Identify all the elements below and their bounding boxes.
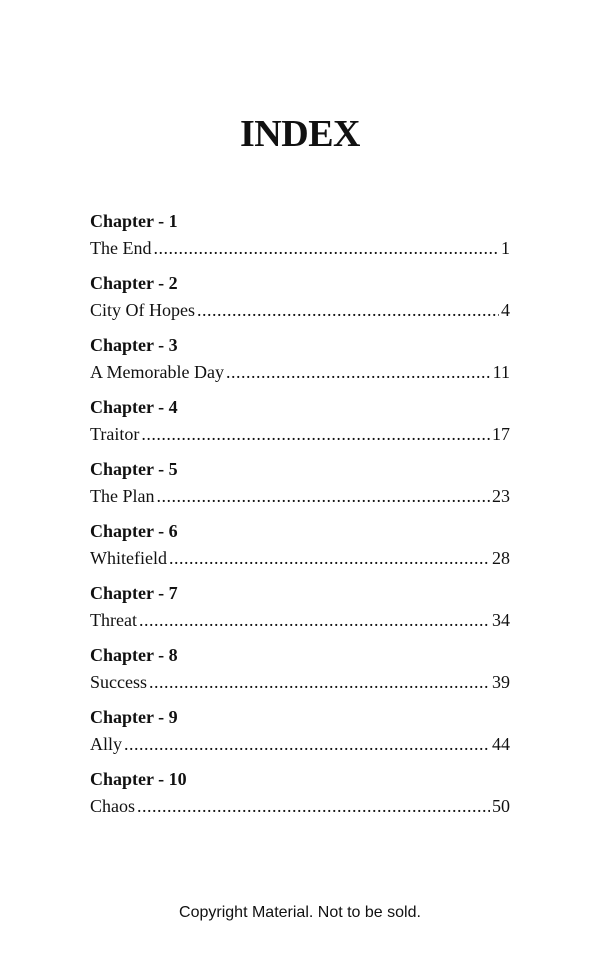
chapter-title: A Memorable Day <box>90 362 224 382</box>
toc-line <box>90 546 510 570</box>
dot-leader <box>197 298 499 322</box>
chapter-title: Threat <box>90 610 137 630</box>
toc-entry <box>90 272 510 334</box>
toc-entry <box>90 458 510 520</box>
toc-entry <box>90 396 510 458</box>
dot-leader <box>157 484 491 508</box>
dot-leader <box>141 422 490 446</box>
page-number: 4 <box>501 300 510 320</box>
page-number: 39 <box>492 672 510 692</box>
toc-line <box>90 236 510 260</box>
chapter-label: Chapter - 9 <box>90 707 178 727</box>
chapter-label: Chapter - 4 <box>90 397 178 417</box>
chapter-label: Chapter - 3 <box>90 335 178 355</box>
toc-line <box>90 298 510 322</box>
page-number: 23 <box>492 486 510 506</box>
chapter-title: Chaos <box>90 796 135 816</box>
dot-leader <box>139 608 490 632</box>
page-number: 44 <box>492 734 510 754</box>
page-number: 28 <box>492 548 510 568</box>
dot-leader <box>226 360 491 384</box>
chapter-label: Chapter - 2 <box>90 273 178 293</box>
dot-leader <box>169 546 490 570</box>
chapter-title: City Of Hopes <box>90 300 195 320</box>
chapter-label: Chapter - 10 <box>90 769 187 789</box>
chapter-label: Chapter - 5 <box>90 459 178 479</box>
dot-leader <box>124 732 490 756</box>
toc-entry <box>90 210 510 272</box>
page-number: 1 <box>501 238 510 258</box>
chapter-title: Whitefield <box>90 548 167 568</box>
chapter-title: The Plan <box>90 486 155 506</box>
toc-line <box>90 732 510 756</box>
toc-line <box>90 360 510 384</box>
chapter-title: Traitor <box>90 424 140 444</box>
chapter-label: Chapter - 6 <box>90 521 178 541</box>
page-number: 34 <box>492 610 510 630</box>
chapter-title: Success <box>90 672 147 692</box>
dot-leader <box>149 670 490 694</box>
page-number: 17 <box>492 424 510 444</box>
page-number: 11 <box>492 362 510 382</box>
copyright-notice: Copyright Material. Not to be sold. <box>179 904 421 921</box>
chapter-label: Chapter - 1 <box>90 211 178 231</box>
toc-entry <box>90 334 510 396</box>
page-number: 50 <box>492 796 510 816</box>
page-title: INDEX <box>240 113 360 155</box>
dot-leader <box>137 794 490 818</box>
chapter-title: The End <box>90 238 152 258</box>
toc-line <box>90 670 510 694</box>
toc-entry <box>90 768 510 830</box>
dot-leader <box>153 236 499 260</box>
toc-entry <box>90 582 510 644</box>
toc-entry <box>90 644 510 706</box>
chapter-label: Chapter - 8 <box>90 645 178 665</box>
toc-line <box>90 484 510 508</box>
toc-entry <box>90 520 510 582</box>
toc-line <box>90 608 510 632</box>
chapter-label: Chapter - 7 <box>90 583 178 603</box>
toc-line <box>90 422 510 446</box>
toc-entry <box>90 706 510 768</box>
table-of-contents <box>90 210 510 830</box>
chapter-title: Ally <box>90 734 123 754</box>
toc-line <box>90 794 510 818</box>
